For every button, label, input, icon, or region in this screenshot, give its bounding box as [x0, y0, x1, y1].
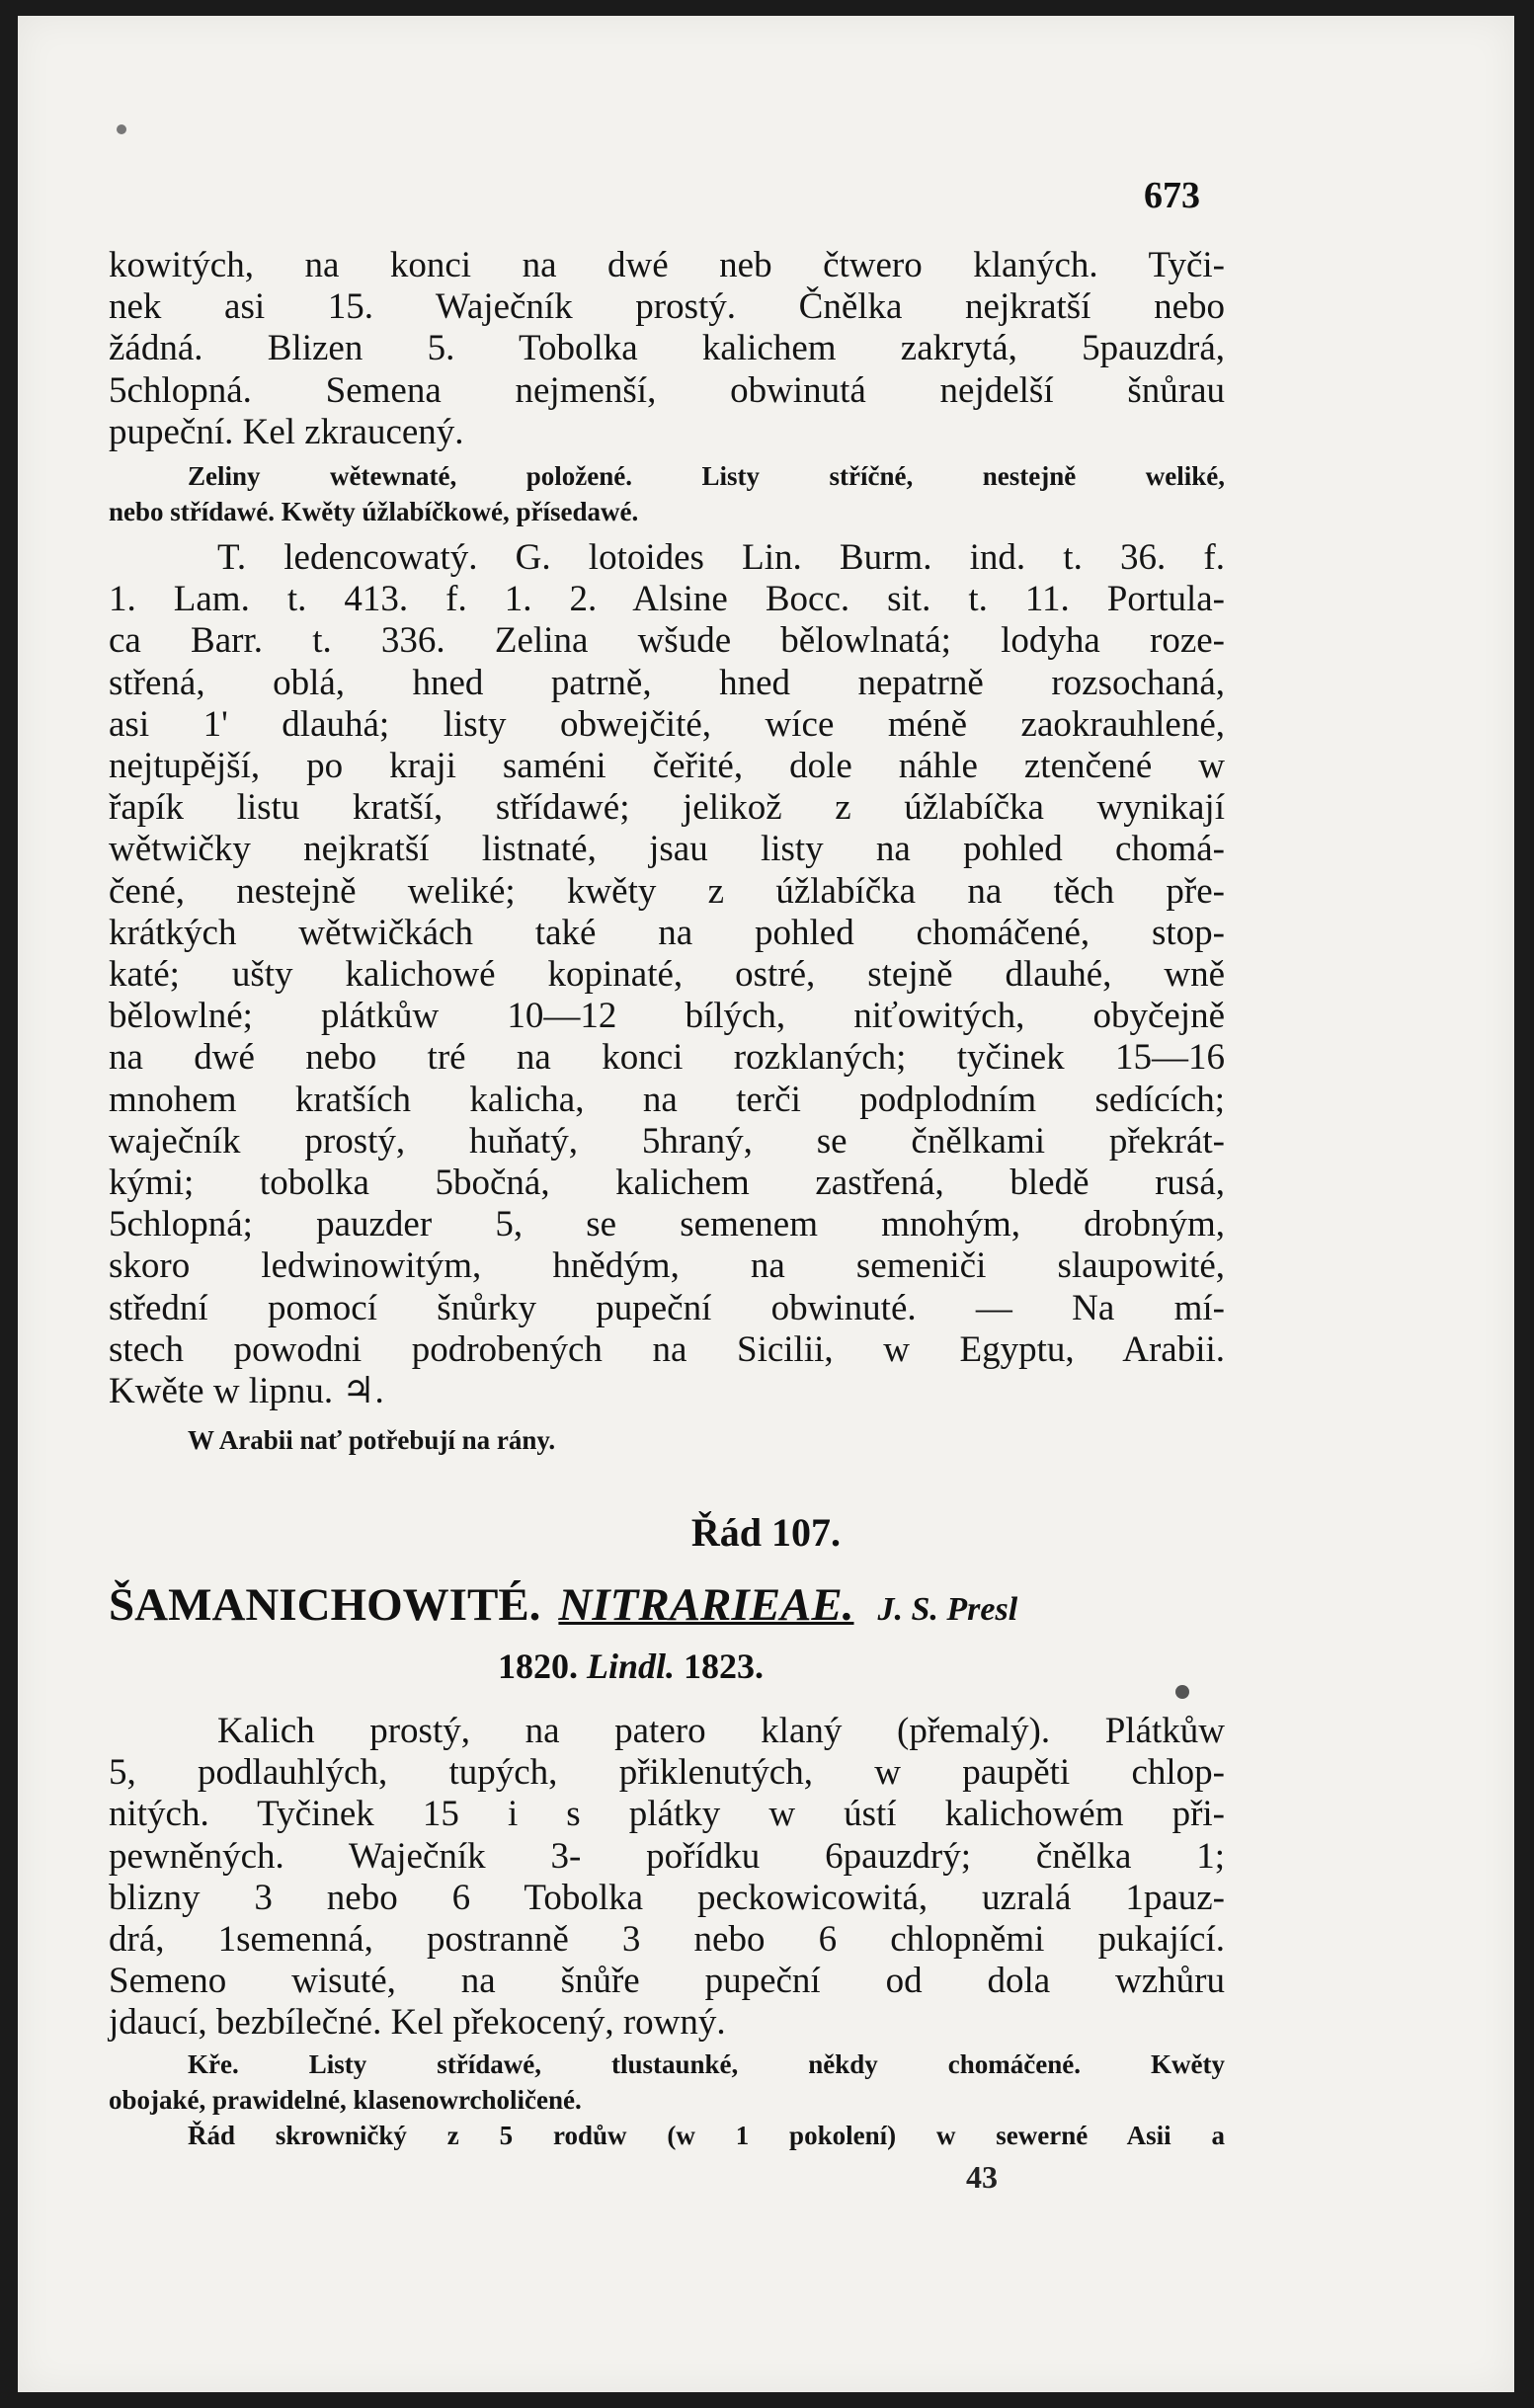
family-paragraph — [109, 1711, 1225, 2045]
text-line: 5chlopná. Semena nejmenší, obwinutá nejdelší šnůrau — [109, 369, 1225, 411]
text-line: střední pomocí šnůrky pupeční obwinuté. — Na mí- — [109, 1287, 1225, 1328]
text-line: stech powodni podrobených na Sicilii, w Egyptu, Arabii. — [109, 1328, 1225, 1370]
family-year-1: 1820. — [498, 1646, 578, 1686]
text-line: střená, oblá, hned patrně, hned nepatrně rozsochaná, — [109, 662, 1225, 703]
family-author: J. S. Presl — [877, 1591, 1018, 1628]
text-line: katé; ušty kalichowé kopinaté, ostré, stejně dlauhé, wně — [109, 954, 1225, 996]
order-heading: Řád 107. — [690, 1510, 842, 1555]
text-line: Semeno wisuté, na šnůře pupeční od dola wzhůru — [109, 1961, 1225, 2002]
paper-speck — [117, 124, 126, 134]
text-line: wětwičky nejkratší listnaté, jsau listy na pohled chomá- — [109, 829, 1225, 870]
text-line: 1. Lam. t. 413. f. 1. 2. Alsine Bocc. sit. t. 11. Portula- — [109, 579, 1225, 620]
signature-mark: 43 — [966, 2159, 998, 2195]
family-year-2: 1823. — [684, 1646, 765, 1686]
text-line: jdaucí, bezbílečné. Kel překocený, rowný. — [109, 2002, 726, 2044]
text-line: Kalich prostý, na patero klaný (přemalý). Plátkůw — [217, 1711, 1225, 1751]
family-years — [498, 1645, 764, 1687]
order-note — [109, 2118, 1225, 2153]
text-line: kowitých, na konci na dwé neb čtwero klaných. Tyči- — [109, 245, 1225, 285]
family-latin-name: NITRARIEAE. — [558, 1579, 854, 1631]
text-line: Kwěte w lipnu. ♃. — [109, 1371, 384, 1412]
text-line: pupeční. Kel zkraucený. — [109, 411, 464, 452]
top-note — [109, 458, 1225, 529]
top-paragraph — [109, 245, 1225, 453]
text-line: Řád skrowničký z 5 rodůw (w 1 pokolení) w sewerné Asii a — [188, 2121, 1225, 2150]
text-line: T. ledencowatý. G. lotoides Lin. Burm. ind. t. 36. f. — [217, 537, 1225, 578]
text-line: waječník prostý, huňatý, 5hraný, se čnělkami překrát- — [109, 1120, 1225, 1162]
text-line: nitých. Tyčinek 15 i s plátky w ústí kalichowém při- — [109, 1794, 1225, 1835]
paper-speck — [1175, 1685, 1189, 1699]
text-line: nek asi 15. Waječník prostý. Čnělka nejkratší nebo — [109, 286, 1225, 328]
species-note — [109, 1422, 1225, 1458]
text-line: obojaké, prawidelné, klasenowrcholičené. — [109, 2085, 582, 2115]
text-line: pewněných. Waječník 3- pořídku 6pauzdrý; čnělka 1; — [109, 1835, 1225, 1877]
text-line: ca Barr. t. 336. Zelina wšude bělowlnatá; lodyha roze- — [109, 620, 1225, 662]
text-line: Zeliny wětewnaté, položené. Listy stříčné, nestejně weliké, — [188, 461, 1225, 491]
text-line: krátkých wětwičkách také na pohled chomáčené, stop- — [109, 912, 1225, 953]
text-line: asi 1' dlauhá; listy obwejčité, wíce méně zaokrauhlené, — [109, 703, 1225, 745]
text-line: čené, nestejně weliké; kwěty z úžlabíčka na těch pře- — [109, 870, 1225, 912]
book-page — [18, 16, 1514, 2392]
text-line: W Arabii nať potřebují na rány. — [188, 1425, 556, 1455]
text-line: na dwé nebo tré na konci rozklaných; tyčinek 15—16 — [109, 1037, 1225, 1079]
text-line: 5, podlauhlých, tupých, přiklenutých, w paupěti chlop- — [109, 1752, 1225, 1794]
family-note — [109, 2047, 1225, 2118]
text-line: řapík listu kratší, střídawé; jelikož z úžlabíčka wynikají — [109, 787, 1225, 829]
family-czech-name: ŠAMANICHOWITÉ. — [109, 1579, 541, 1631]
text-line: nejtupější, po kraji saméni čeřité, dole náhle ztenčené w — [109, 746, 1225, 787]
page-number: 673 — [1144, 175, 1200, 216]
text-line: blizny 3 nebo 6 Tobolka peckowicowitá, uzralá 1pauz- — [109, 1877, 1225, 1918]
family-author-2: Lindl. — [587, 1646, 676, 1686]
text-line: Kře. Listy střídawé, tlustaunké, někdy chomáčené. Kwěty — [188, 2049, 1225, 2079]
text-line: bělowlné; plátkůw 10—12 bílých, niťowitých, obyčejně — [109, 996, 1225, 1037]
text-line: mnohem kratších kalicha, na terči podplodním sedících; — [109, 1079, 1225, 1120]
text-line: drá, 1semenná, postranně 3 nebo 6 chlopněmi pukající. — [109, 1919, 1225, 1961]
family-heading — [109, 1578, 1225, 1632]
species-paragraph — [109, 537, 1225, 1412]
text-line: žádná. Blizen 5. Tobolka kalichem zakrytá, 5pauzdrá, — [109, 328, 1225, 369]
text-line: 5chlopná; pauzder 5, se semenem mnohým, drobným, — [109, 1204, 1225, 1245]
text-line: skoro ledwinowitým, hnědým, na semeniči slaupowité, — [109, 1245, 1225, 1287]
text-line: kými; tobolka 5bočná, kalichem zastřená, bledě rusá, — [109, 1163, 1225, 1204]
text-line: nebo střídawé. Kwěty úžlabíčkowé, přísedawé. — [109, 497, 639, 526]
